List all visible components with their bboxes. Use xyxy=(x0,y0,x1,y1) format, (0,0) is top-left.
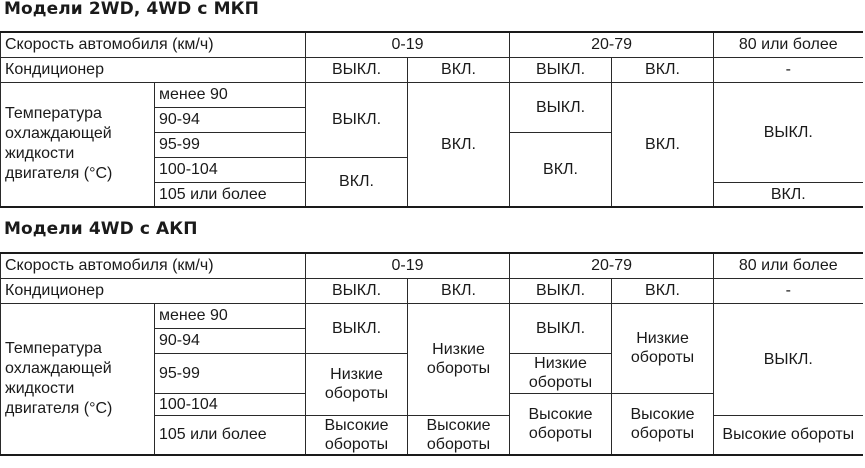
speed-label: Скорость автомобиля (км/ч) xyxy=(1,253,306,278)
fan-cell: ВЫКЛ. xyxy=(510,82,612,132)
fan-cell: Низкие обороты xyxy=(306,353,408,415)
fan-cell: ВЫКЛ. xyxy=(714,303,863,415)
temp-range: 100-104 xyxy=(155,393,306,415)
temp-range: 90-94 xyxy=(155,107,306,132)
ac-label: Кондиционер xyxy=(1,278,306,303)
ac-state: ВЫКЛ. xyxy=(306,278,408,303)
speed-range-1: 20-79 xyxy=(510,32,714,57)
ac-state: - xyxy=(714,57,863,82)
fan-cell: Высокие обороты xyxy=(714,415,863,455)
ac-state: ВКЛ. xyxy=(408,57,510,82)
fan-cell: ВКЛ. xyxy=(510,132,612,207)
speed-range-0: 0-19 xyxy=(306,32,510,57)
fan-table-at xyxy=(0,252,863,456)
fan-cell: Низкие обороты xyxy=(408,303,510,415)
fan-cell: Низкие обороты xyxy=(510,353,612,393)
fan-cell: ВЫКЛ. xyxy=(306,82,408,157)
fan-cell: Высокие обороты xyxy=(306,415,408,455)
fan-cell: ВЫКЛ. xyxy=(510,303,612,353)
speed-range-2: 80 или более xyxy=(714,32,863,57)
fan-cell: ВКЛ. xyxy=(408,82,510,207)
fan-cell: ВЫКЛ. xyxy=(714,82,863,182)
fan-cell: Высокие обороты xyxy=(408,415,510,455)
fan-cell: Низкие обороты xyxy=(612,303,714,393)
temp-range: 100-104 xyxy=(155,157,306,182)
temp-range: 105 или более xyxy=(155,415,306,455)
fan-cell: ВКЛ. xyxy=(612,82,714,207)
ac-label: Кондиционер xyxy=(1,57,306,82)
temp-range: 95-99 xyxy=(155,132,306,157)
ac-state: ВКЛ. xyxy=(408,278,510,303)
speed-range-1: 20-79 xyxy=(510,253,714,278)
speed-label: Скорость автомобиля (км/ч) xyxy=(1,32,306,57)
fan-cell: Высокие обороты xyxy=(510,393,612,455)
temp-label: Температура охлаждающей жидкости двигателя (°С) xyxy=(1,82,155,207)
ac-state: ВКЛ. xyxy=(612,57,714,82)
speed-range-0: 0-19 xyxy=(306,253,510,278)
fan-cell: ВКЛ. xyxy=(306,157,408,207)
ac-state: - xyxy=(714,278,863,303)
ac-state: ВЫКЛ. xyxy=(510,278,612,303)
section-title-mt: Модели 2WD, 4WD с МКП xyxy=(4,0,259,19)
temp-range: 90-94 xyxy=(155,328,306,353)
fan-cell: ВКЛ. xyxy=(714,182,863,207)
ac-state: ВЫКЛ. xyxy=(510,57,612,82)
fan-table-mt xyxy=(0,31,863,208)
fan-cell: Высокие обороты xyxy=(612,393,714,455)
speed-range-2: 80 или более xyxy=(714,253,863,278)
ac-state: ВЫКЛ. xyxy=(306,57,408,82)
ac-state: ВКЛ. xyxy=(612,278,714,303)
fan-cell: ВЫКЛ. xyxy=(306,303,408,353)
temp-label: Температура охлаждающей жидкости двигателя (°С) xyxy=(1,303,155,455)
temp-range: 105 или более xyxy=(155,182,306,207)
temp-range: менее 90 xyxy=(155,303,306,328)
temp-range: менее 90 xyxy=(155,82,306,107)
section-title-at: Модели 4WD с АКП xyxy=(4,219,198,239)
temp-range: 95-99 xyxy=(155,353,306,393)
